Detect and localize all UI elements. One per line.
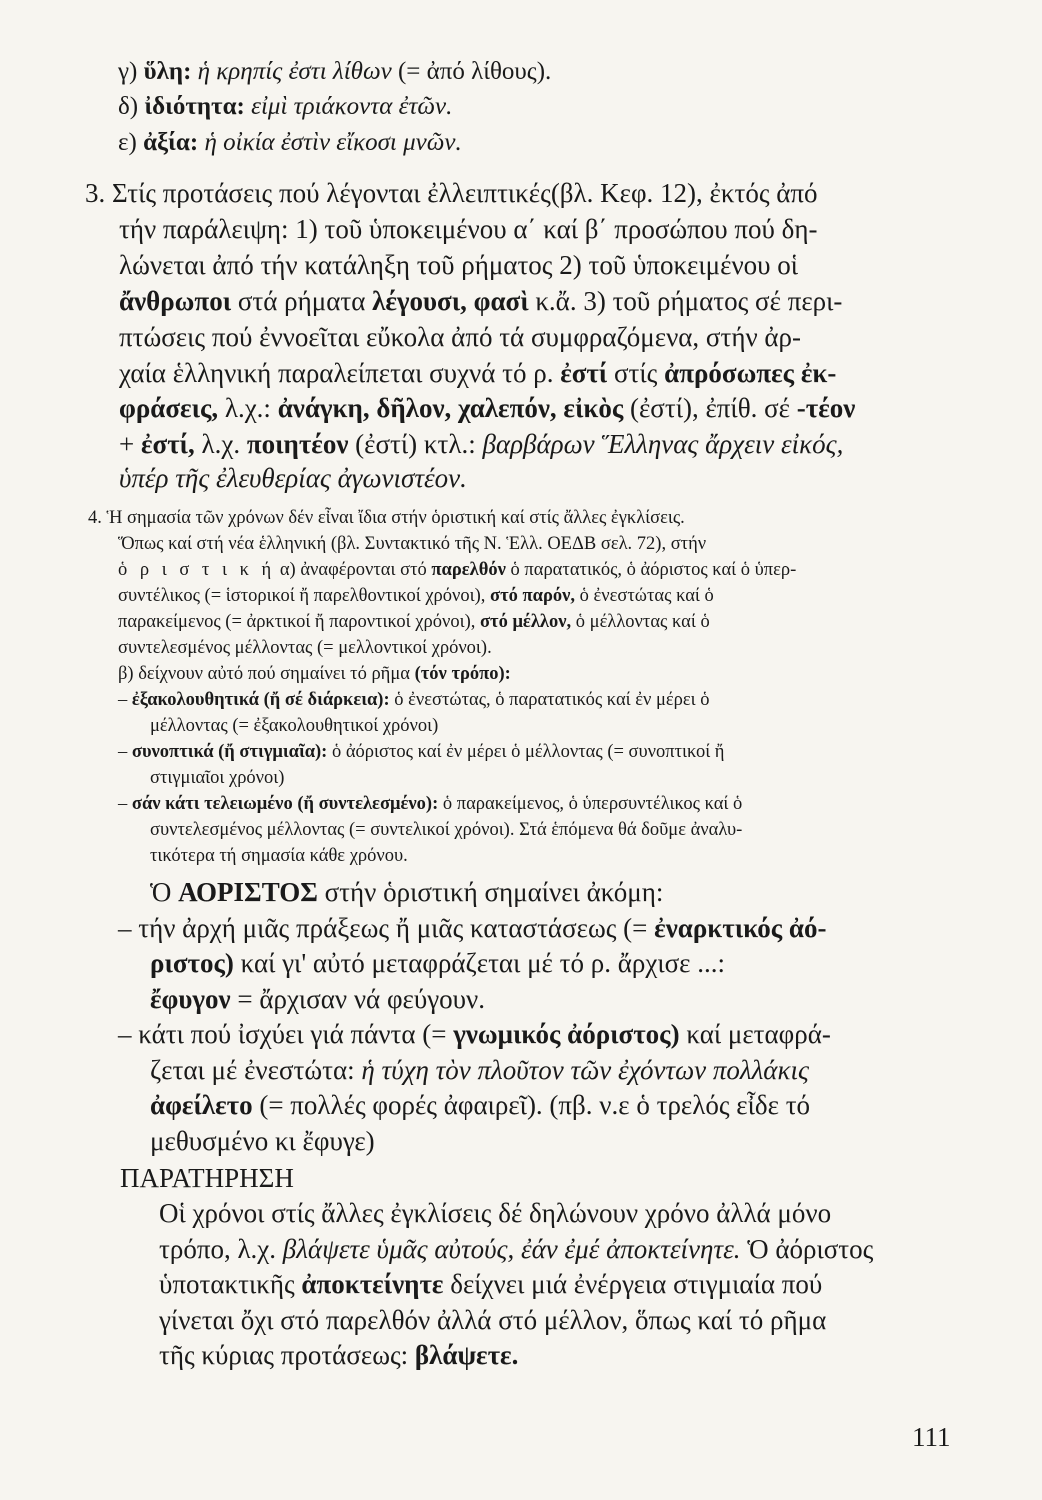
aorist-line-8: μεθυσμένο κι ἔφυγε) [150,1126,375,1156]
aorist-line-3: ριστος) καί γι' αὐτό μεταφράζεται μέ τό ρ. ἄρχισε ...: [150,948,725,978]
aorist-line-2: – τήν ἀρχή μιᾶς πράξεως ἤ μιᾶς καταστάσεως (= ἐναρκτικός ἀό- [118,913,827,943]
section3-line-4: ἄνθρωποι στά ρήματα λέγουσι, φασὶ κ.ἄ. 3) τοῦ ρήματος σέ περι- [119,286,843,316]
remark-line-3: ὑποτακτικῆς ἀποκτείνητε δείχνει μιά ἐνέργεια στιγμιαία πού [159,1269,823,1299]
section4-line-10: – συνοπτικά (ἤ στιγμιαῖα): ὁ ἀόριστος καί ἐν μέρει ὁ μέλλοντας (= συνοπτικοί ἤ [118,742,725,762]
aorist-line-1: Ὁ ΑΟΡΙΣΤΟΣ στήν ὁριστική σημαίνει ἀκόμη: [150,877,664,907]
section4-line-11: στιγμιαῖοι χρόνοι) [150,768,285,788]
remark-line-4: γίνεται ὄχι στό παρελθόν ἀλλά στό μέλλον, ὅπως καί τό ρῆμα [159,1305,827,1335]
section3-line-7: φράσεις, λ.χ.: ἀνάγκη, δῆλον, χαλεπόν, εἰκὸς (ἐστί), ἐπίθ. σέ -τέον [119,393,856,423]
section3-line-8: + ἐστί, λ.χ. ποιητέον (ἐστί) κτλ.: βαρβάρων Ἕλληνας ἄρχειν εἰκός, [119,429,844,459]
section3-line-3: λώνεται ἀπό τήν κατάληξη τοῦ ρήματος 2) τοῦ ὑποκειμένου οἱ [119,250,799,280]
section4-line-3: ὁ ρ ι σ τ ι κ ή α) ἀναφέρονται στό παρελθόν ὁ παρατατικός, ὁ ἀόριστος καί ὁ ὑπερ- [118,560,797,580]
page-number: 111 [912,1422,951,1452]
section3-line-2: τήν παράλειψη: 1) τοῦ ὑποκειμένου α΄ καί β΄ προσώπου πού δη- [119,214,818,244]
section3-line-1: 3. Στίς προτάσεις πού λέγονται ἐλλειπτικές(βλ. Κεφ. 12), ἐκτός ἀπό [85,178,818,208]
section4-line-12: – σάν κάτι τελειωμένο (ἤ συντελεσμένο): ὁ παρακείμενος, ὁ ὑπερσυντέλικος καί ὁ [118,794,743,814]
aorist-line-7: ἀφείλετο (= πολλές φορές ἀφαιρεῖ). (πβ. ν.ε ὁ τρελός εἶδε τό [150,1090,811,1120]
section4-line-4: συντέλικος (= ἱστορικοί ἤ παρελθοντικοί χρόνοι), στό παρόν, ὁ ἐνεστώτας καί ὁ [118,586,714,606]
section4-line-8: – ἐξακολουθητικά (ἤ σέ διάρκεια): ὁ ἐνεστώτας, ὁ παρατατικός καί ἐν μέρει ὁ [118,690,710,710]
remark-heading: ΠΑΡΑΤΗΡΗΣΗ [120,1163,294,1193]
section4-line-2: Ὅπως καί στή νέα ἑλληνική (βλ. Συντακτικό τῆς Ν. Ἑλλ. ΟΕΔΒ σελ. 72), στήν [118,534,707,554]
remark-line-1: Οἱ χρόνοι στίς ἄλλες ἐγκλίσεις δέ δηλώνουν χρόνο ἀλλά μόνο [159,1198,832,1228]
section3-line-9: ὑπέρ τῆς ἐλευθερίας ἀγωνιστέον. [119,463,467,493]
section4-line-1: 4. Ἡ σημασία τῶν χρόνων δέν εἶναι ἴδια στήν ὁριστική καί στίς ἄλλες ἐγκλίσεις. [88,508,685,528]
section3-line-6: χαία ἑλληνική παραλείπεται συχνά τό ρ. ἐστί στίς ἀπρόσωπες ἐκ- [119,358,837,388]
aorist-line-6: ζεται μέ ἐνεστώτα: ἡ τύχη τὸν πλοῦτον τῶν ἐχόντων πολλάκις [150,1055,809,1085]
section4-line-5: παρακείμενος (= ἀρκτικοί ἤ παροντικοί χρόνοι), στό μέλλον, ὁ μέλλοντας καί ὁ [118,612,710,632]
remark-line-2: τρόπο, λ.χ. βλάψετε ὑμᾶς αὐτούς, ἐάν ἐμέ ἀποκτείνητε. Ὁ ἀόριστος [159,1234,874,1264]
list-item-epsilon: ε) ἀξία: ἡ οἰκία ἐστὶν εἴκοσι μνῶν. [118,129,462,156]
aorist-line-4: ἔφυγον = ἄρχισαν νά φεύγουν. [150,984,485,1014]
section4-line-13: συντελεσμένος μέλλοντας (= συντελικοί χρόνοι). Στά ἑπόμενα θά δοῦμε ἀναλυ- [150,820,743,840]
list-item-gamma: γ) ὕλη: ἡ κρηπίς ἐστι λίθων (= ἀπό λίθους). [118,58,552,85]
remark-line-5: τῆς κύριας προτάσεως: βλάψετε. [159,1340,519,1370]
list-item-delta: δ) ἰδιότητα: εἰμὶ τριάκοντα ἐτῶν. [118,93,453,120]
section4-line-6: συντελεσμένος μέλλοντας (= μελλοντικοί χρόνοι). [118,638,492,658]
section4-line-7: β) δείχνουν αὐτό πού σημαίνει τό ρῆμα (τόν τρόπο): [118,664,511,684]
section4-line-14: τικότερα τή σημασία κάθε χρόνου. [150,846,408,866]
aorist-line-5: – κάτι πού ἰσχύει γιά πάντα (= γνωμικός ἀόριστος) καί μεταφρά- [118,1019,831,1049]
section3-line-5: πτώσεις πού ἐννοεῖται εὔκολα ἀπό τά συμφραζόμενα, στήν ἀρ- [119,322,802,352]
section4-line-9: μέλλοντας (= ἐξακολουθητικοί χρόνοι) [150,716,439,736]
